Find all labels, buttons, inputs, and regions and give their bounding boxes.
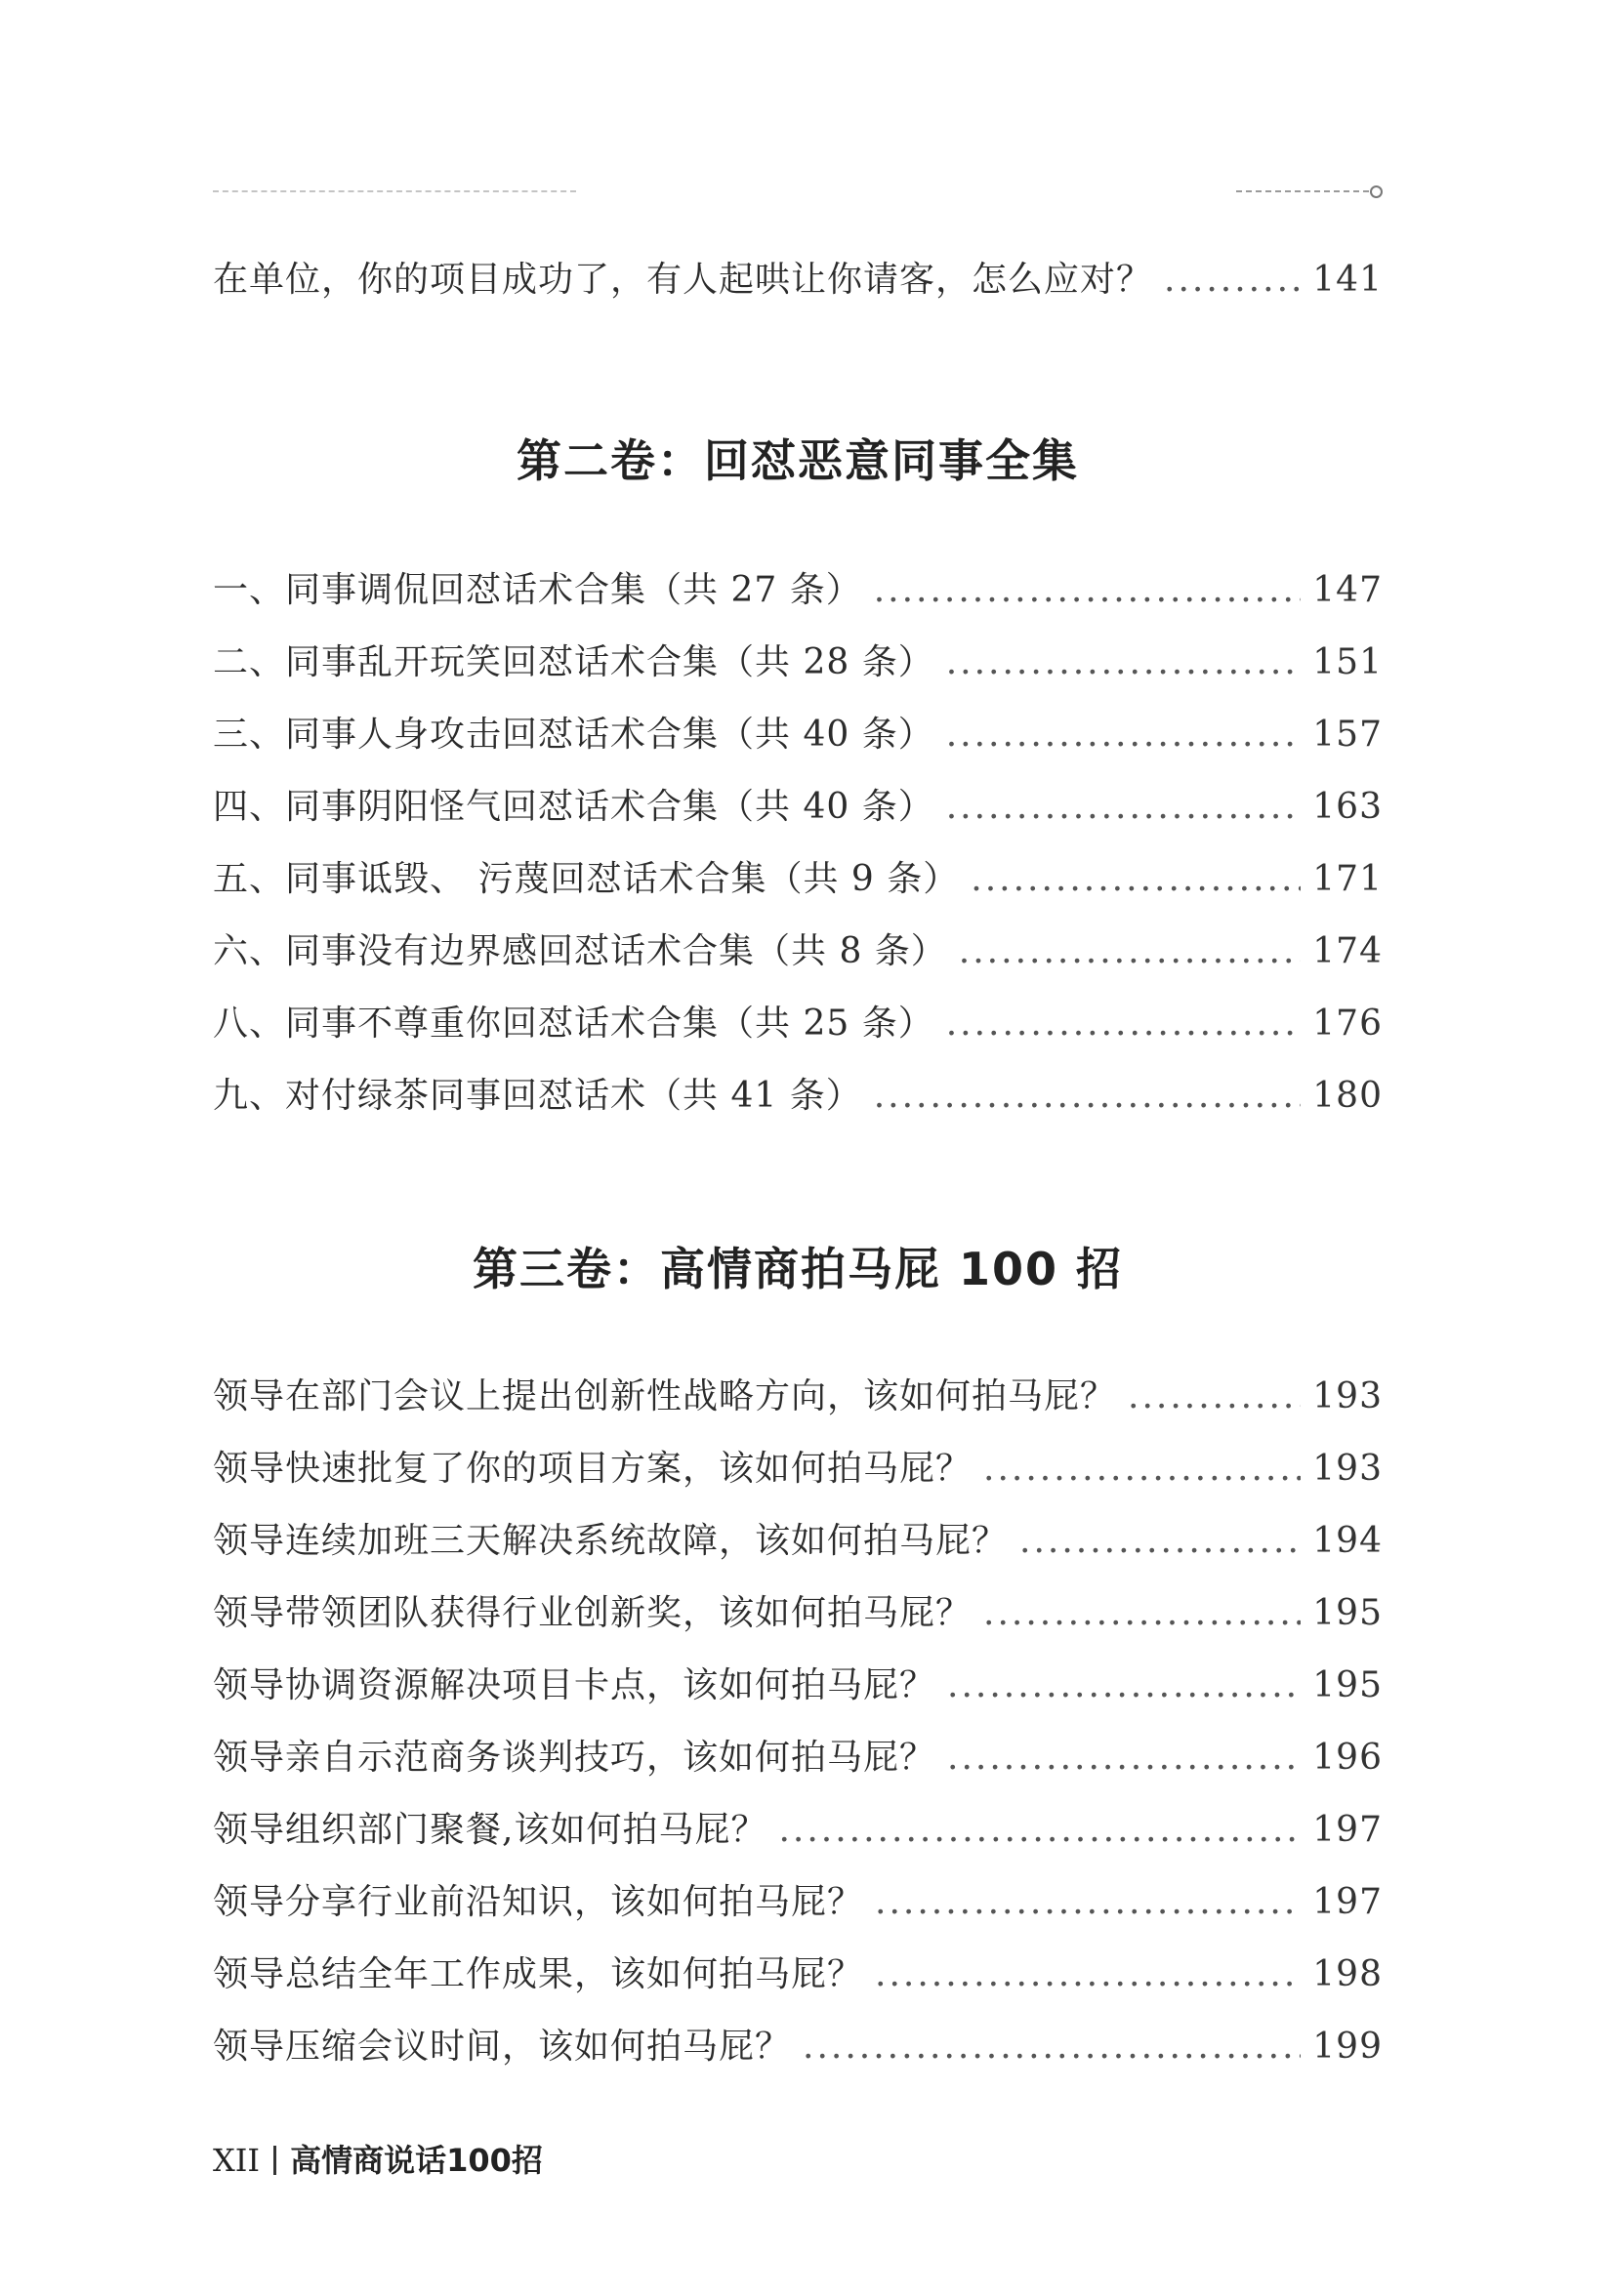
toc-entry-title: 五、同事诋毁、 污蔑回怼话术合集（共 9 条） — [213, 859, 960, 899]
header-dashed-line-right — [1236, 190, 1369, 192]
toc-entry-title: 领导亲自示范商务谈判技巧，该如何拍马屁？ — [213, 1738, 936, 1778]
toc-entry-title: 一、同事调侃回怼话术合集（共 27 条） — [213, 570, 862, 610]
toc-entry[interactable] — [213, 1939, 1383, 2011]
dot-leader — [946, 699, 1302, 771]
toc-entry[interactable] — [213, 244, 1383, 316]
toc-entry[interactable] — [213, 2011, 1383, 2083]
dot-leader — [803, 2011, 1301, 2083]
toc-entry[interactable] — [213, 699, 1383, 771]
toc-entry-page: 163 — [1312, 787, 1383, 827]
toc-entry-title: 领导在部门会议上提出创新性战略方向，该如何拍马屁？ — [213, 1376, 1117, 1416]
toc-entry[interactable] — [213, 1794, 1383, 1866]
toc-entry-title: 在单位，你的项目成功了，有人起哄让你请客，怎么应对？ — [213, 260, 1153, 300]
toc-entry[interactable] — [213, 771, 1383, 843]
section-heading-volume2: 第二卷：回怼恶意同事全集 — [517, 434, 1079, 487]
toc-entry-page: 193 — [1312, 1449, 1383, 1489]
dot-leader — [946, 771, 1302, 843]
dot-leader — [959, 916, 1301, 988]
toc-entry-title: 八、同事不尊重你回怼话术合集（共 25 条） — [213, 1004, 934, 1044]
volume2-entry-list — [213, 554, 1383, 1132]
toc-entry[interactable] — [213, 1361, 1383, 1433]
dot-leader — [874, 1060, 1302, 1132]
toc-entry-page: 180 — [1312, 1076, 1383, 1116]
toc-entry-title: 二、同事乱开玩笑回怼话术合集（共 28 条） — [213, 642, 934, 682]
toc-entry-page: 198 — [1312, 1954, 1383, 1994]
book-title: 高情商说话100招 — [290, 2142, 543, 2179]
toc-entry-title: 六、同事没有边界感回怼话术合集（共 8 条） — [213, 931, 947, 971]
toc-entry-page: 196 — [1312, 1738, 1383, 1778]
dot-leader — [947, 1650, 1301, 1722]
volume3-entry-list — [213, 1361, 1383, 2083]
header-circle-ornament — [1370, 185, 1383, 198]
toc-entry-title: 三、同事人身攻击回怼话术合集（共 40 条） — [213, 715, 934, 755]
dot-leader — [875, 1939, 1301, 2011]
toc-entry-title: 领导连续加班三天解决系统故障，该如何拍马屁？ — [213, 1521, 1009, 1561]
dot-leader — [875, 1866, 1301, 1939]
toc-entry[interactable] — [213, 843, 1383, 916]
toc-entry-title: 领导压缩会议时间，该如何拍马屁？ — [213, 2027, 792, 2067]
dot-leader — [983, 1433, 1301, 1505]
section-heading-volume3: 第三卷：高情商拍马屁 100 招 — [472, 1243, 1124, 1295]
dot-leader — [874, 554, 1302, 627]
toc-entry-title: 领导组织部门聚餐,该如何拍马屁？ — [213, 1810, 767, 1850]
toc-entry-title: 九、对付绿茶同事回怼话术（共 41 条） — [213, 1076, 862, 1116]
toc-entry[interactable] — [213, 1578, 1383, 1650]
dot-leader — [778, 1794, 1301, 1866]
toc-entry[interactable] — [213, 988, 1383, 1060]
header-dashed-line-left — [213, 190, 576, 192]
dot-leader — [1164, 244, 1301, 316]
page-footer — [213, 2136, 543, 2181]
toc-entry[interactable] — [213, 1866, 1383, 1939]
toc-entry[interactable] — [213, 1433, 1383, 1505]
toc-entry-page: 151 — [1312, 642, 1383, 682]
dot-leader — [947, 1722, 1301, 1794]
dot-leader — [1019, 1505, 1301, 1578]
toc-entry-page: 171 — [1312, 859, 1383, 899]
toc-entry-page: 194 — [1312, 1521, 1383, 1561]
toc-entry[interactable] — [213, 1650, 1383, 1722]
toc-entry[interactable] — [213, 1722, 1383, 1794]
toc-entry-title: 领导带领团队获得行业创新奖，该如何拍马屁？ — [213, 1593, 973, 1633]
toc-entry-title: 领导快速批复了你的项目方案，该如何拍马屁？ — [213, 1449, 973, 1489]
toc-entry[interactable] — [213, 1505, 1383, 1578]
toc-entry-page: 195 — [1312, 1593, 1383, 1633]
toc-entry-page: 141 — [1312, 260, 1383, 300]
toc-entry[interactable] — [213, 916, 1383, 988]
toc-entry-page: 197 — [1312, 1810, 1383, 1850]
toc-entry-page: 199 — [1312, 2027, 1383, 2067]
toc-entry-page: 174 — [1312, 931, 1383, 971]
toc-entry-page: 157 — [1312, 715, 1383, 755]
toc-entry[interactable] — [213, 627, 1383, 699]
toc-entry-page: 195 — [1312, 1665, 1383, 1705]
toc-entry-title: 领导分享行业前沿知识，该如何拍马屁？ — [213, 1882, 864, 1922]
header-rule — [213, 185, 1383, 197]
toc-entry[interactable] — [213, 1060, 1383, 1132]
dot-leader — [983, 1578, 1301, 1650]
toc-content — [213, 244, 1383, 2083]
dot-leader — [971, 843, 1301, 916]
footer-separator — [273, 2146, 276, 2175]
toc-entry-page: 197 — [1312, 1882, 1383, 1922]
toc-entry-title: 领导总结全年工作成果，该如何拍马屁？ — [213, 1954, 864, 1994]
toc-entry-page: 176 — [1312, 1004, 1383, 1044]
dot-leader — [1128, 1361, 1301, 1433]
toc-entry-title: 四、同事阴阳怪气回怼话术合集（共 40 条） — [213, 787, 934, 827]
toc-entry[interactable] — [213, 554, 1383, 627]
toc-entry-title: 领导协调资源解决项目卡点，该如何拍马屁？ — [213, 1665, 936, 1705]
page-number: XII — [213, 2142, 261, 2179]
dot-leader — [946, 988, 1302, 1060]
dot-leader — [946, 627, 1302, 699]
toc-entry-page: 147 — [1312, 570, 1383, 610]
toc-entry-page: 193 — [1312, 1376, 1383, 1416]
